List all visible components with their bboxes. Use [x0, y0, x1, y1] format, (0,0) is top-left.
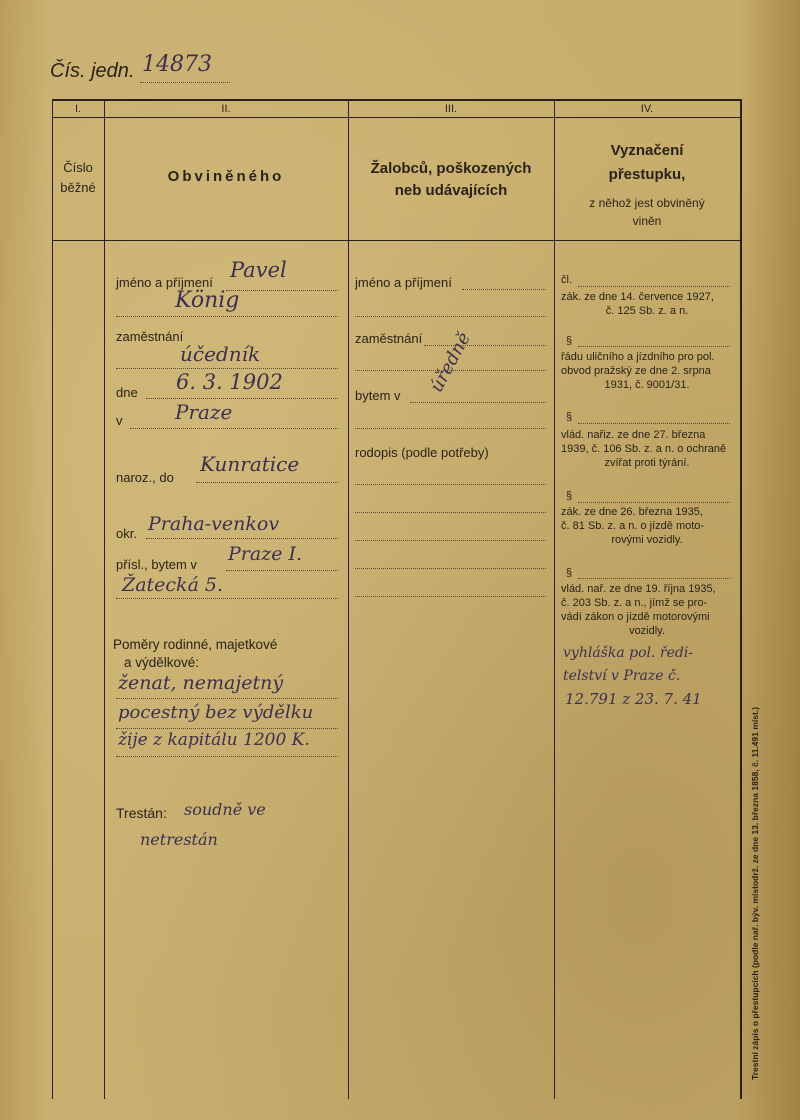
col-3-title-b: neb udávajících: [394, 182, 508, 199]
col-4-title-c: z něhož jest obviněný: [589, 196, 705, 210]
offense-4-b: zák. ze dne 26. března 1935,: [561, 506, 703, 518]
accused-birth-label: naroz., do: [116, 470, 174, 485]
accused-street: Žatecká 5.: [122, 574, 224, 596]
offense-4-d: rovými vozidly.: [611, 534, 683, 546]
offense-5-e: vozidly.: [629, 625, 665, 637]
family-dotline-3: [116, 756, 338, 757]
accused-family-label-a: Poměry rodinné, majetkové: [113, 637, 278, 652]
accused-family-line-1: ženat, nemajetný: [118, 672, 284, 694]
accused-first-name: Pavel: [230, 258, 287, 282]
reference-dotline: [140, 82, 230, 83]
offense-3-b: vlád. nařiz. ze dne 27. března: [561, 429, 706, 441]
offense-3-c: 1939, č. 106 Sb. z. a n. o ochraně: [561, 443, 727, 455]
plaintiff-dotline-2: [355, 316, 546, 317]
col-3-number: III.: [444, 103, 458, 115]
col-3-title-a: Žalobců, poškozených: [370, 160, 532, 177]
offense-3-a: §: [566, 411, 573, 423]
col-1-title-b: běžné: [60, 180, 96, 195]
col-2-number: II.: [221, 103, 231, 115]
offense-5-dotline: [578, 578, 730, 579]
reference-label: Čís. jedn.: [50, 60, 135, 82]
plaintiff-dotline-6: [355, 428, 546, 429]
family-dotline-1: [116, 698, 338, 699]
offense-5-c: č. 203 Sb. z. a n., jímž se pro-: [561, 597, 708, 609]
accused-resid-dotline: [226, 570, 338, 571]
offense-4-c: č. 81 Sb. z. a n. o jízdě moto-: [561, 520, 705, 532]
offense-1-c: č. 125 Sb. z. a n.: [605, 305, 689, 317]
offense-5-d: vádí zákon o jízdě motorovými: [561, 611, 710, 623]
plaintiff-dotline-11: [355, 596, 546, 597]
accused-in-label: v: [116, 413, 123, 428]
plaintiff-dotline-7: [355, 484, 546, 485]
offense-1-a: čl.: [561, 274, 572, 286]
col-1-title-a: Číslo: [63, 160, 93, 175]
accused-job: účedník: [180, 342, 261, 366]
plaintiff-dotline-8: [355, 512, 546, 513]
offense-hand-line-3: 12.791 z 23. 7. 41: [565, 690, 702, 708]
accused-date-label: dne: [116, 385, 138, 400]
plaintiff-dotline-10: [355, 568, 546, 569]
col-divider-2: [348, 99, 349, 1099]
plaintiff-bio-label: rodopis (podle potřeby): [355, 445, 489, 460]
accused-date-dotline: [146, 398, 338, 399]
offense-2-d: 1931, č. 9001/31.: [604, 379, 690, 391]
accused-punished-line-1: soudně ve: [184, 800, 266, 819]
accused-family-label-b: a výdělkové:: [124, 655, 200, 670]
accused-date: 6. 3. 1902: [176, 370, 283, 394]
col-2-title: Obviněného: [167, 168, 285, 185]
offense-4-a: §: [566, 490, 573, 502]
col-4-title-b: přestupku,: [608, 166, 686, 183]
accused-surname-dotline: [116, 316, 338, 317]
table-left-border: [52, 99, 53, 1099]
column-number-divider: [52, 117, 740, 118]
accused-district-dotline: [146, 538, 338, 539]
offense-2-dotline: [578, 346, 730, 347]
accused-birth-dotline: [196, 482, 338, 483]
accused-family-line-2: pocestný bez výdělku: [118, 702, 314, 723]
offense-3-d: zvířat proti týrání.: [604, 457, 690, 469]
accused-name-label: jméno a příjmení: [116, 275, 213, 290]
offense-hand-line-2: telství v Praze č.: [563, 668, 681, 684]
offense-1-b: zák. ze dne 14. července 1927,: [561, 291, 714, 303]
offense-5-b: vlád. nař. ze dne 19. října 1935,: [561, 583, 716, 595]
accused-punished-label: Trestán:: [116, 805, 167, 821]
accused-resid: Praze I.: [228, 543, 303, 565]
col-4-title-d: viněn: [632, 214, 662, 228]
accused-in-place: Praze: [175, 400, 233, 424]
plaintiff-dotline-9: [355, 540, 546, 541]
plaintiff-name-label: jméno a příjmení: [355, 275, 452, 290]
plaintiff-job-dotline: [424, 345, 546, 346]
plaintiff-resid-label: bytem v: [355, 388, 401, 403]
plaintiff-name-dotline: [462, 289, 546, 290]
offense-4-dotline: [578, 502, 730, 503]
offense-hand-line-1: vyhláška pol. ředi-: [563, 645, 694, 661]
col-1-number: I.: [74, 103, 82, 115]
offense-2-b: řádu uličního a jízdního pro pol.: [561, 351, 715, 363]
plaintiff-resid: úředně: [426, 328, 475, 396]
accused-job-dotline: [116, 368, 338, 369]
accused-birth-place: Kunratice: [200, 452, 300, 476]
offense-5-a: §: [566, 567, 573, 579]
accused-street-dotline: [116, 598, 338, 599]
plaintiff-job-label: zaměstnání: [355, 331, 423, 346]
offense-2-a: §: [566, 335, 573, 347]
col-divider-1: [104, 99, 105, 1099]
header-bottom-border: [52, 240, 740, 241]
accused-job-label: zaměstnání: [116, 329, 184, 344]
family-dotline-2: [116, 728, 338, 729]
offense-2-c: obvod pražský ze dne 2. srpna: [561, 365, 711, 377]
accused-district: Praha-venkov: [148, 513, 280, 535]
table-right-border: [740, 99, 742, 1099]
offense-1-dotline: [578, 286, 730, 287]
offense-3-dotline: [578, 423, 730, 424]
reference-number: 14873: [142, 52, 212, 77]
col-4-number: IV.: [640, 103, 654, 115]
accused-resid-label: přísl., bytem v: [116, 557, 197, 572]
table-top-border: [52, 99, 740, 101]
col-4-title-a: Vyznačení: [610, 142, 684, 159]
plaintiff-resid-dotline: [410, 402, 546, 403]
col-divider-3: [554, 99, 555, 1099]
accused-in-dotline: [130, 428, 338, 429]
accused-last-name: König: [175, 288, 240, 313]
accused-district-label: okr.: [116, 526, 137, 541]
accused-name-dotline: [226, 290, 338, 291]
side-note: Trestní zápis o přestupcích (podle nař. býv. místodrž. ze dne 13. března 1858, č. 11.491 míst.): [750, 706, 760, 1080]
accused-punished-line-2: netrestán: [140, 830, 218, 849]
accused-family-line-3: žije z kapitálu 1200 K.: [118, 730, 310, 750]
